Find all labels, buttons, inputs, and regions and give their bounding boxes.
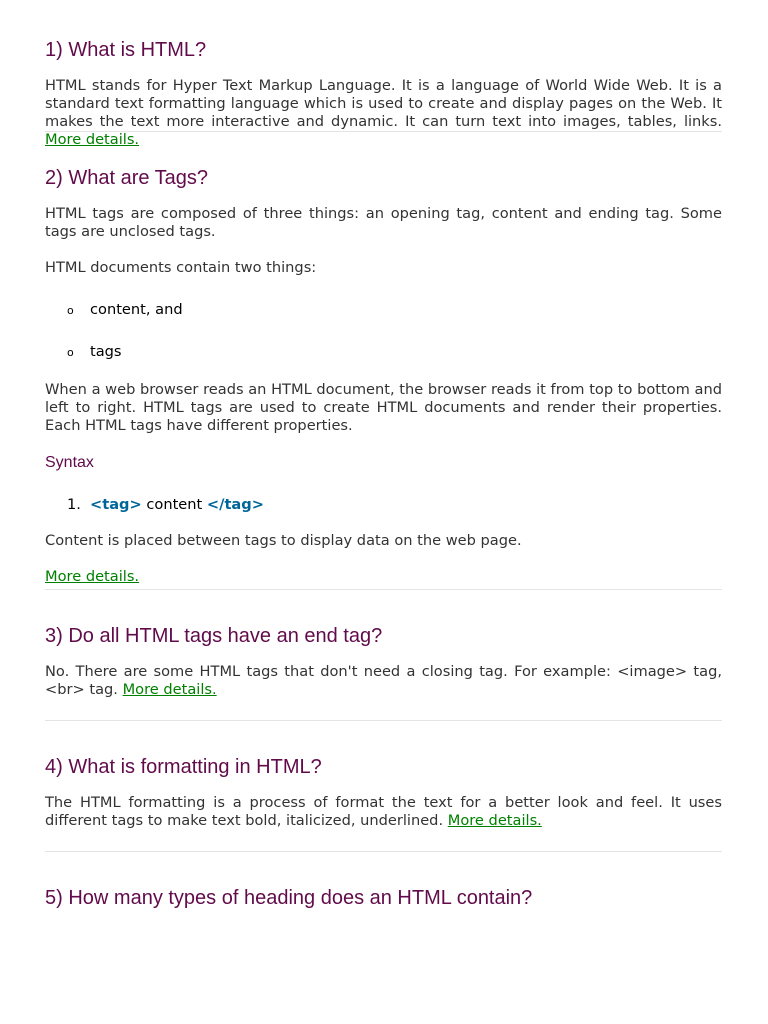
answer-text-2c: When a web browser reads an HTML document, the browser reads it from top to bottom and left to right. HTML tags are used to create HTML documents and render their properties. Each HTML tags have different properties. bbox=[45, 381, 722, 434]
code-line bbox=[45, 496, 722, 514]
answer-body-3: No. There are some HTML tags that don't need a closing tag. For example: <image> tag, <br> tag. bbox=[45, 663, 722, 698]
list-item bbox=[45, 343, 722, 361]
syntax-heading: Syntax bbox=[45, 454, 94, 471]
question-title-3: 3) Do all HTML tags have an end tag? bbox=[45, 625, 383, 647]
qa-section-4 bbox=[45, 721, 722, 852]
content-list bbox=[45, 301, 722, 361]
code-open-tag: <tag> bbox=[90, 496, 142, 513]
more-details-link-1[interactable]: More details. bbox=[45, 131, 140, 148]
qa-section-1 bbox=[45, 0, 722, 148]
question-title-2: 2) What are Tags? bbox=[45, 167, 209, 189]
question-title-5: 5) How many types of heading does an HTML contain? bbox=[45, 887, 533, 909]
qa-section-5 bbox=[45, 852, 722, 910]
more-details-link-4[interactable]: More details. bbox=[447, 812, 542, 829]
qa-section-3 bbox=[45, 590, 722, 721]
circle-bullet-icon: o bbox=[67, 304, 74, 317]
question-title-1: 1) What is HTML? bbox=[45, 39, 207, 61]
list-item-label: content, and bbox=[90, 301, 183, 318]
code-line-number: 1. bbox=[67, 496, 81, 513]
answer-body-1: HTML stands for Hyper Text Markup Language. It is a language of World Wide Web. It is a standard text formatting language which is used to create and display pages on the Web. It makes the text more interactive and dynamic. It can turn text into images, tables, links. bbox=[45, 77, 722, 130]
answer-text-2b: HTML documents contain two things: bbox=[45, 259, 317, 276]
answer-text-2d: Content is placed between tags to display data on the web page. bbox=[45, 532, 522, 549]
list-item-label: tags bbox=[90, 343, 122, 360]
question-title-4: 4) What is formatting in HTML? bbox=[45, 756, 322, 778]
code-content: content bbox=[141, 496, 207, 513]
more-details-link-2[interactable]: More details. bbox=[45, 568, 140, 585]
more-details-link-3[interactable]: More details. bbox=[122, 681, 217, 698]
qa-section-2 bbox=[45, 132, 722, 590]
list-item bbox=[45, 301, 722, 319]
answer-text-4 bbox=[45, 794, 722, 830]
code-close-tag: </tag> bbox=[206, 496, 264, 513]
circle-bullet-icon: o bbox=[67, 346, 74, 359]
answer-text-3 bbox=[45, 663, 722, 699]
more-details-para-2 bbox=[45, 568, 722, 586]
syntax-code-block bbox=[45, 496, 722, 514]
answer-text-2a: HTML tags are composed of three things: an opening tag, content and ending tag. Some tags are unclosed tags. bbox=[45, 205, 722, 240]
answer-body-4: The HTML formatting is a process of format the text for a better look and feel. It uses different tags to make text bold, italicized, underlined. bbox=[45, 794, 722, 829]
